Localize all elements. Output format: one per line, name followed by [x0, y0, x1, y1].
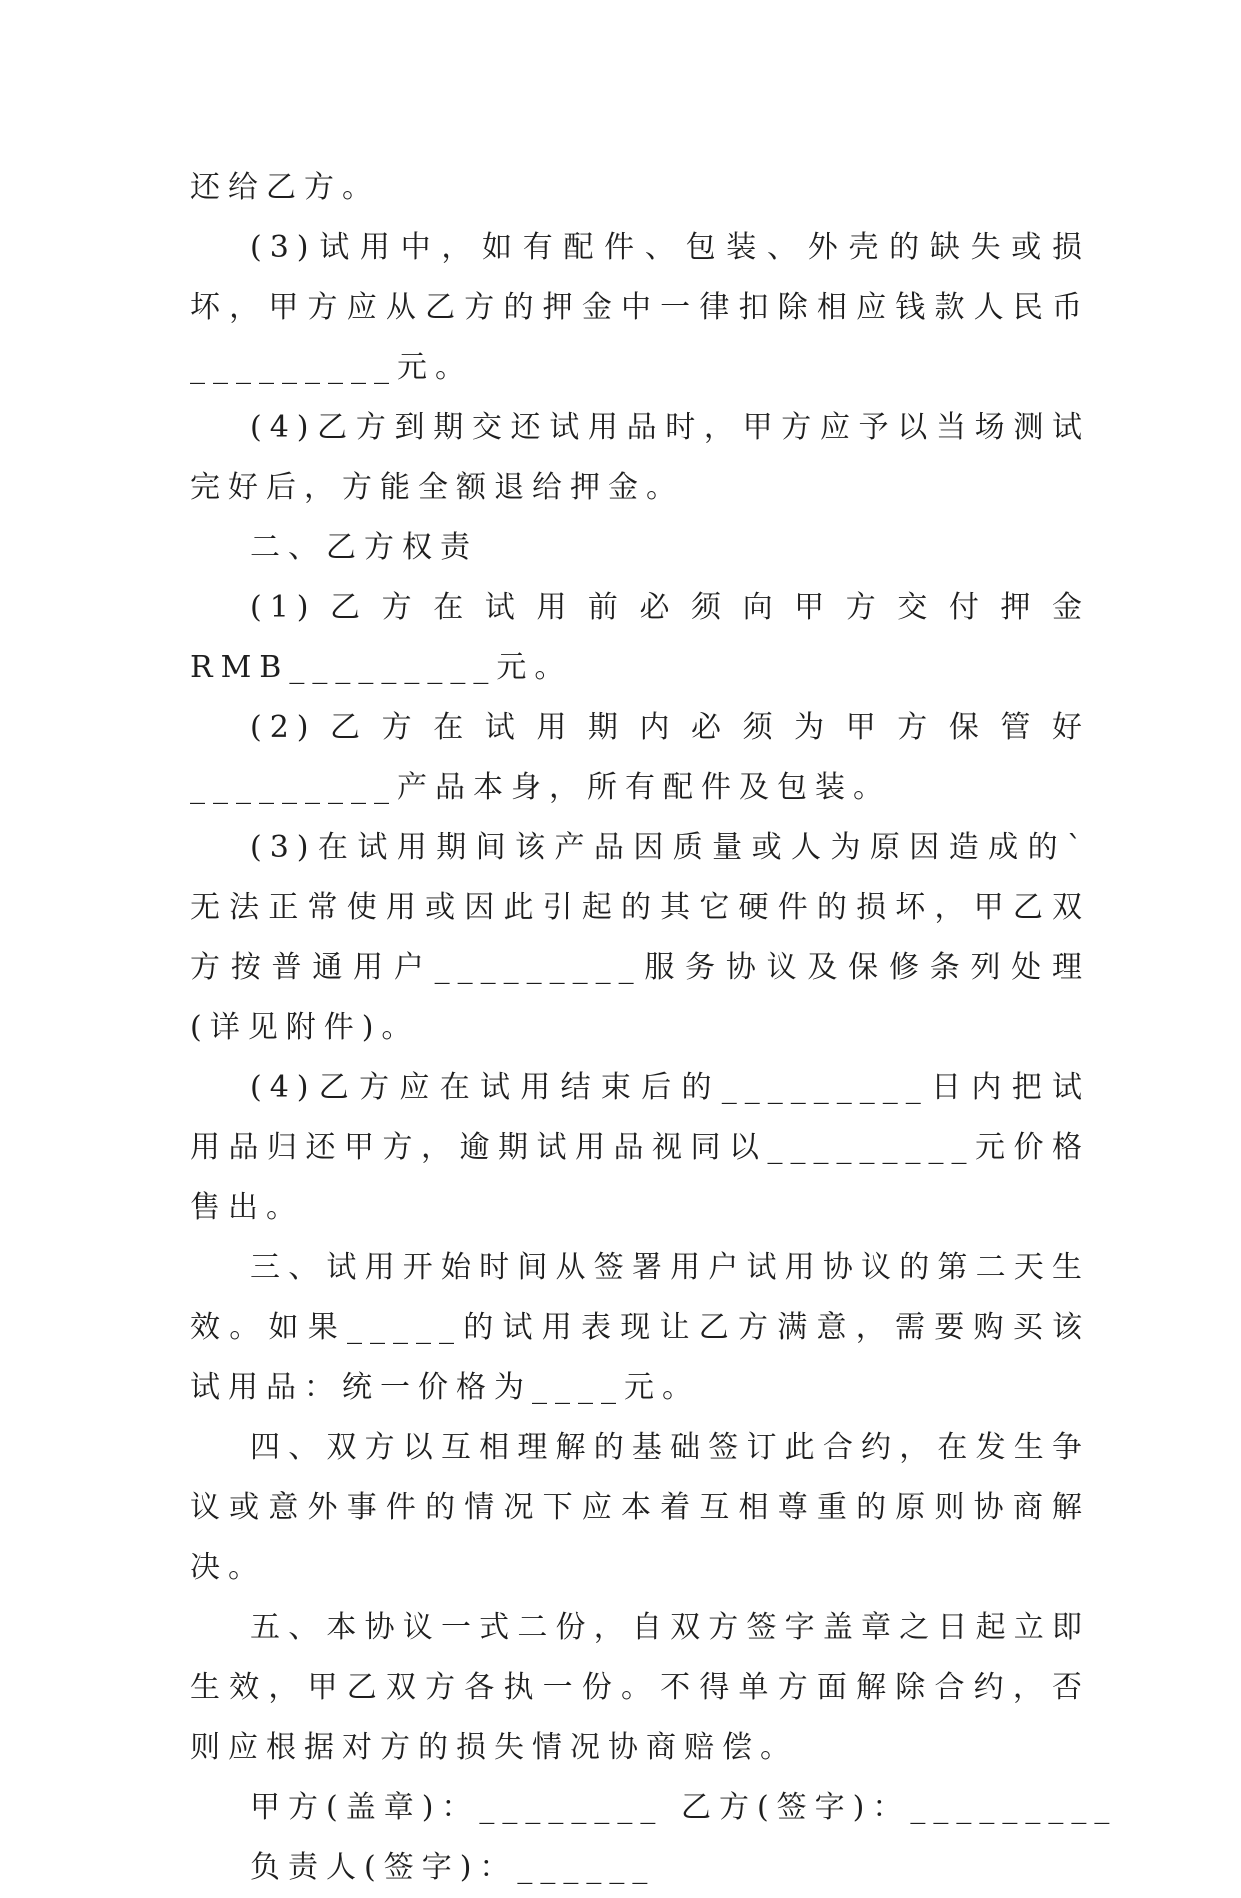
- paragraph-custody: (2)乙方在试用期内必须为甲方保管好_________产品本身，所有配件及包装。: [190, 710, 1090, 805]
- contract-body: [190, 158, 1118, 1898]
- section-heading-party-b-duties: 二、乙方权责: [250, 530, 478, 565]
- paragraph-deposit-refund: (4)乙方到期交还试用品时，甲方应予以当场测试完好后，方能全额退给押金。: [190, 410, 1090, 505]
- section-effective: 五、本协议一式二份，自双方签字盖章之日起立即生效，甲乙双方各执一份。不得单方面解除合约，否则应根据对方的损失情况协商赔偿。: [190, 1610, 1090, 1765]
- section-trial-start: 三、试用开始时间从签署用户试用协议的第二天生效。如果_____的试用表现让乙方满意，需要购买该试用品：统一价格为____元。: [190, 1250, 1090, 1405]
- paragraph-deposit-deduction: (3)试用中，如有配件、包装、外壳的缺失或损坏，甲方应从乙方的押金中一律扣除相应钱款人民币_________元。: [190, 230, 1090, 385]
- paragraph-damage: (3)在试用期间该产品因质量或人为原因造成的`无法正常使用或因此引起的其它硬件的损坏，甲乙双方按普通用户_________服务协议及保修条列处理(详见附件)。: [190, 830, 1090, 1045]
- paragraph-continuation: 还给乙方。: [190, 170, 380, 205]
- signature-line-parties: 甲方(盖章)：________ 乙方(签字)：_________: [250, 1790, 1118, 1825]
- section-dispute: 四、双方以互相理解的基础签订此合约，在发生争议或意外事件的情况下应本着互相尊重的原则协商解决。: [190, 1430, 1090, 1585]
- paragraph-return: (4)乙方应在试用结束后的_________日内把试用品归还甲方，逾期试用品视同以_________元价格售出。: [190, 1070, 1090, 1225]
- paragraph-deposit-payment: (1)乙方在试用前必须向甲方交付押金RMB_________元。: [190, 590, 1090, 685]
- signature-line-responsible: 负责人(签字)：______: [250, 1850, 656, 1885]
